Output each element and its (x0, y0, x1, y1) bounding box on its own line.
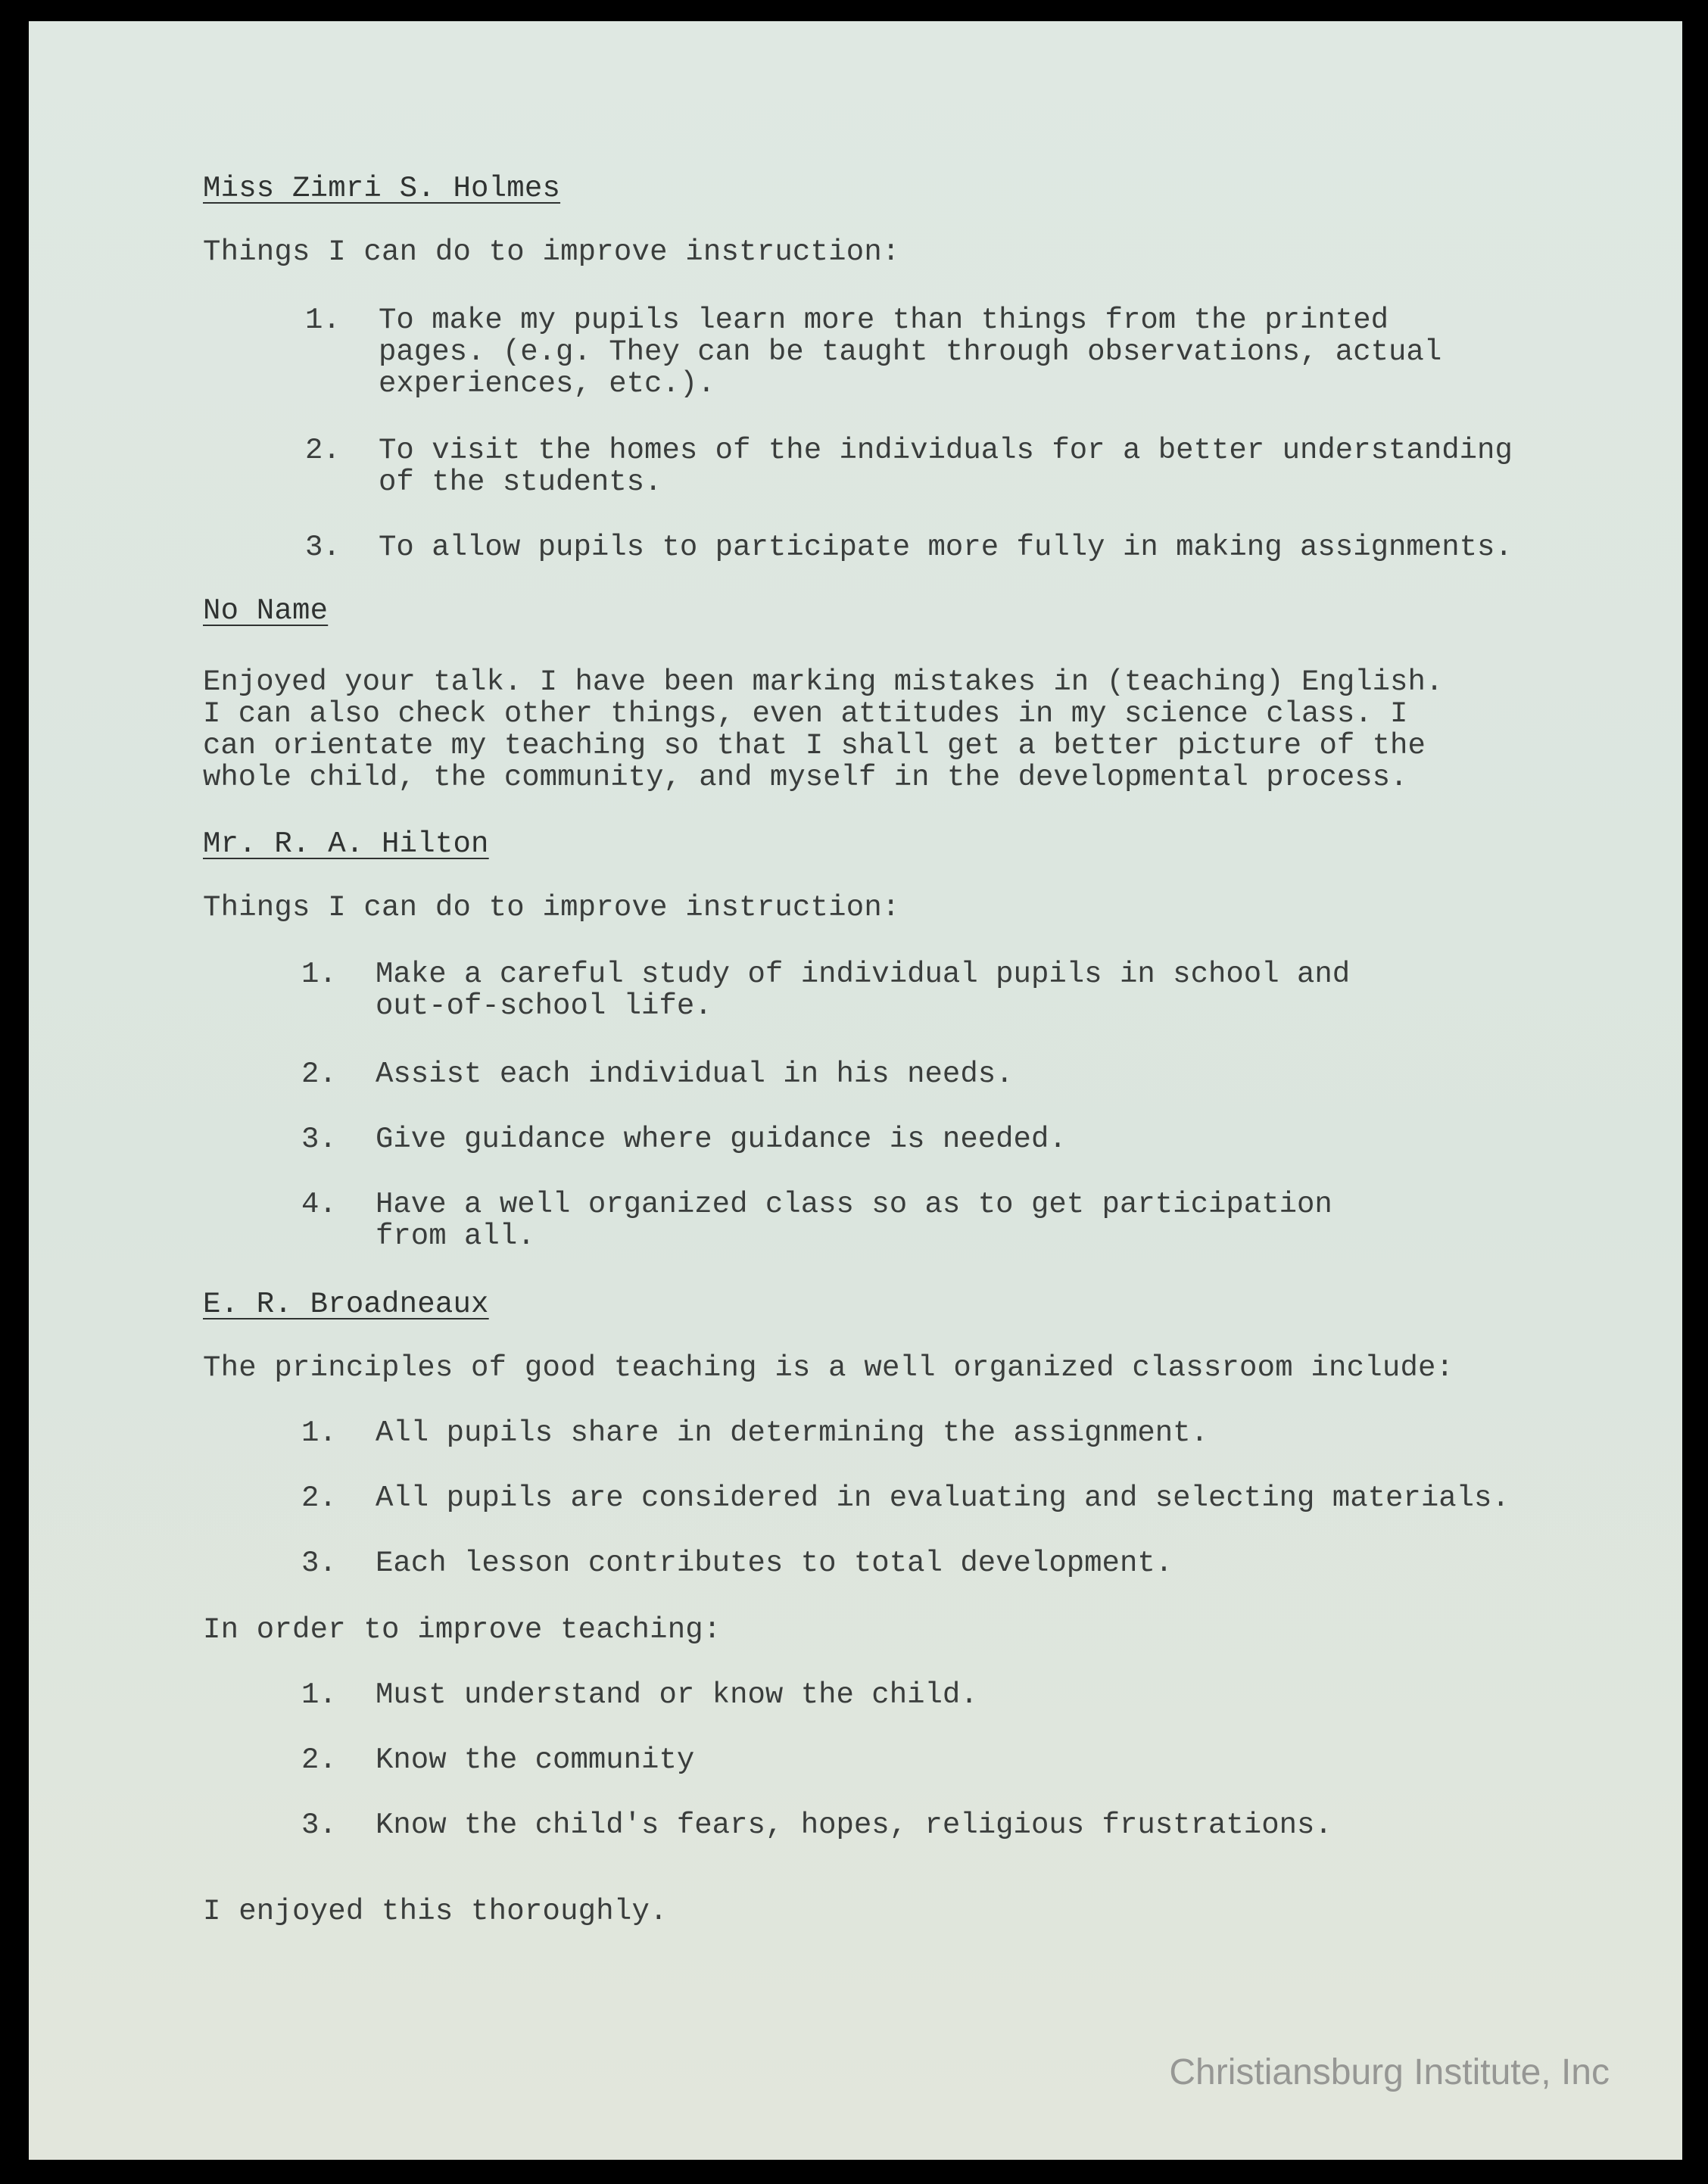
section-heading-holmes: Miss Zimri S. Holmes (203, 172, 561, 205)
closing-remark: I enjoyed this thoroughly. (203, 1895, 668, 1928)
list-item-text: Know the community (376, 1743, 695, 1777)
list-item-number: 2. (301, 1058, 337, 1091)
section-heading-broadneaux: E. R. Broadneaux (203, 1288, 489, 1321)
section-intro-hilton: Things I can do to improve instruction: (203, 891, 900, 924)
list-item-number: 3. (301, 1809, 337, 1842)
list-item-text: Must understand or know the child. (376, 1678, 978, 1712)
list-item-number: 3. (301, 1547, 337, 1580)
list-item-text: All pupils share in determining the assignment. (376, 1416, 1208, 1450)
list-item-text: To allow pupils to participate more fully in making assignments. (379, 531, 1513, 564)
list-item-number: 1. (301, 1416, 337, 1450)
archive-watermark: Christiansburg Institute, Inc (1169, 2052, 1610, 2092)
list-item-text: Have a well organized class so as to get participation from all. (376, 1188, 1332, 1253)
list-item-number: 3. (305, 531, 341, 564)
list-item-text: Each lesson contributes to total development. (376, 1547, 1173, 1580)
list-item-number: 2. (301, 1481, 337, 1515)
section-paragraph-no-name: Enjoyed your talk. I have been marking mistakes in (teaching) English. I can also check other things, even attitudes in my science class. I can orientate my teaching so that I shall get a better picture of the whole child, the community, and myself in the developmental process. (203, 665, 1444, 794)
section-intro-holmes: Things I can do to improve instruction: (203, 235, 900, 269)
list-item-text: Know the child's fears, hopes, religious frustrations. (376, 1809, 1332, 1842)
list-item-number: 2. (301, 1743, 337, 1777)
section-intro-broadneaux: The principles of good teaching is a well organized classroom include: (203, 1351, 1454, 1385)
section-heading-no-name: No Name (203, 594, 329, 628)
list-item-text: To visit the homes of the individuals for a better understanding of the students. (379, 434, 1513, 499)
list-item-number: 1. (301, 958, 337, 991)
list-item-text: Make a careful study of individual pupils in school and out-of-school life. (376, 958, 1351, 1023)
list-item-number: 1. (301, 1678, 337, 1712)
list-item-text: Assist each individual in his needs. (376, 1058, 1014, 1091)
list-item-text: To make my pupils learn more than things from the printed pages. (e.g. They can be taught through observations, actual experiences, etc.). (379, 304, 1442, 400)
list-item-text: Give guidance where guidance is needed. (376, 1123, 1067, 1156)
list-item-text: All pupils are considered in evaluating and selecting materials. (376, 1481, 1510, 1515)
list-item-number: 2. (305, 434, 341, 467)
list-item-number: 3. (301, 1123, 337, 1156)
list-item-number: 4. (301, 1188, 337, 1221)
section-intro-improve-teaching: In order to improve teaching: (203, 1613, 722, 1647)
document-page (29, 21, 1682, 2160)
list-item-number: 1. (305, 304, 341, 337)
section-heading-hilton: Mr. R. A. Hilton (203, 827, 489, 861)
